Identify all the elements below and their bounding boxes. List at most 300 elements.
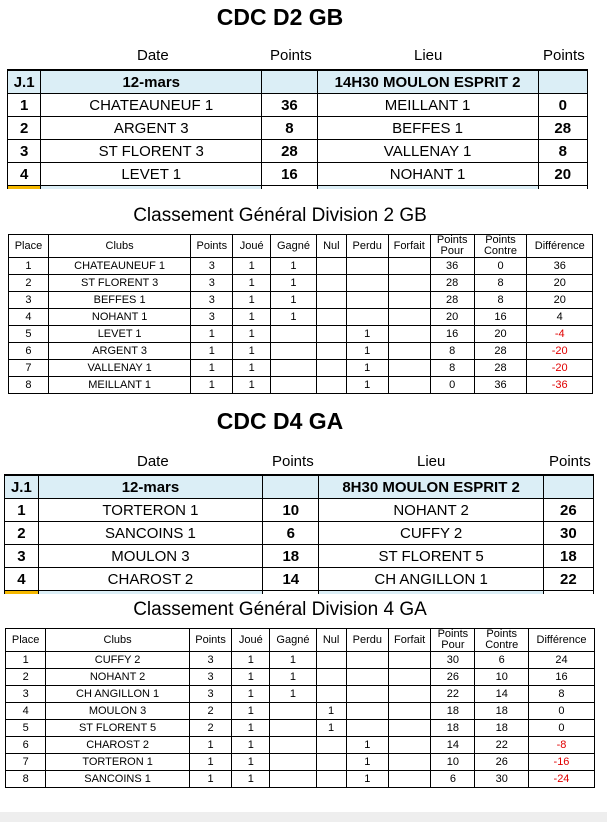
points-cell — [543, 475, 593, 499]
footer-cell — [263, 591, 319, 595]
points: 2 — [189, 703, 231, 720]
standings-row — [9, 292, 593, 309]
footer-cell — [319, 591, 543, 595]
lieu-header: Lieu — [414, 47, 443, 64]
home-points: 16 — [262, 163, 317, 186]
column-header-gagne: Gagné — [270, 629, 316, 652]
club-name: BEFFES 1 — [48, 292, 190, 309]
home-points: 18 — [263, 545, 319, 568]
footer-cell — [262, 186, 317, 190]
match-row — [5, 522, 594, 545]
place: 3 — [9, 292, 49, 309]
forfeit — [388, 652, 430, 669]
away-team: ST FLORENT 5 — [319, 545, 543, 568]
standings-row — [9, 275, 593, 292]
drawn — [316, 258, 346, 275]
place: 7 — [6, 754, 46, 771]
won: 1 — [270, 652, 316, 669]
away-team: VALLENAY 1 — [317, 140, 538, 163]
won: 1 — [271, 309, 317, 326]
lost: 1 — [346, 377, 388, 394]
classement-title-d4: Classement Général Division 4 GA — [133, 599, 427, 620]
match-number: 4 — [8, 163, 41, 186]
match-number: 4 — [5, 568, 39, 591]
played: 1 — [232, 720, 270, 737]
difference: -36 — [527, 377, 593, 394]
column-header-pour — [430, 235, 474, 258]
points: 1 — [189, 771, 231, 788]
lost: 1 — [346, 754, 388, 771]
lost: 1 — [346, 343, 388, 360]
points: 2 — [189, 720, 231, 737]
column-header-points: Points — [191, 235, 233, 258]
points-for: 36 — [430, 258, 474, 275]
standings-row — [9, 309, 593, 326]
column-header-nul: Nul — [316, 235, 346, 258]
away-points: 22 — [543, 568, 593, 591]
points-header: Points — [549, 453, 591, 470]
match-number: 3 — [5, 545, 39, 568]
drawn: 1 — [316, 703, 346, 720]
drawn: 1 — [316, 720, 346, 737]
home-points: 8 — [262, 117, 317, 140]
points: 1 — [189, 737, 231, 754]
lost: 1 — [346, 771, 388, 788]
column-header-diff: Différence — [528, 629, 594, 652]
points-for: 28 — [430, 292, 474, 309]
footer-cell — [8, 186, 41, 190]
drawn — [316, 754, 346, 771]
drawn — [316, 686, 346, 703]
played: 1 — [233, 275, 271, 292]
footer-cell — [317, 186, 538, 190]
home-points: 10 — [263, 499, 319, 522]
standings-row — [9, 377, 593, 394]
drawn — [316, 343, 346, 360]
standings-row — [6, 737, 595, 754]
points: 1 — [191, 360, 233, 377]
points: 3 — [189, 669, 231, 686]
forfeit — [388, 754, 430, 771]
date-header: Date — [137, 453, 169, 470]
played: 1 — [232, 686, 270, 703]
away-team: BEFFES 1 — [317, 117, 538, 140]
match-number: 1 — [5, 499, 39, 522]
club-name: ST FLORENT 5 — [46, 720, 190, 737]
column-header-perdu: Perdu — [346, 235, 388, 258]
column-header-place: Place — [6, 629, 46, 652]
forfeit — [388, 703, 430, 720]
played: 1 — [232, 652, 270, 669]
played: 1 — [232, 703, 270, 720]
points-against: 22 — [475, 737, 529, 754]
points: 1 — [191, 343, 233, 360]
points-cell — [263, 475, 319, 499]
points-for: 8 — [430, 343, 474, 360]
home-team: CHAROST 2 — [38, 568, 262, 591]
won: 1 — [271, 292, 317, 309]
column-header-contre — [475, 629, 529, 652]
points-against: 36 — [474, 377, 527, 394]
played: 1 — [232, 669, 270, 686]
standings-row — [9, 343, 593, 360]
standings-row — [9, 360, 593, 377]
club-name: NOHANT 1 — [48, 309, 190, 326]
away-points: 28 — [538, 117, 587, 140]
forfeit — [388, 360, 430, 377]
club-name: ST FLORENT 3 — [48, 275, 190, 292]
points-for: 0 — [430, 377, 474, 394]
points-for: 14 — [431, 737, 475, 754]
played: 1 — [233, 360, 271, 377]
won: 1 — [271, 275, 317, 292]
points-for: 10 — [431, 754, 475, 771]
place: 8 — [9, 377, 49, 394]
points: 1 — [191, 377, 233, 394]
column-header-perdu: Perdu — [346, 629, 388, 652]
away-team: CUFFY 2 — [319, 522, 543, 545]
column-header-line: Pour — [441, 639, 465, 651]
drawn — [316, 275, 346, 292]
lieu-header: Lieu — [417, 453, 446, 470]
footer-cell — [543, 591, 593, 595]
column-header-line: Points — [485, 234, 516, 246]
home-points: 36 — [262, 94, 317, 117]
place: 8 — [6, 771, 46, 788]
points: 3 — [189, 652, 231, 669]
points-for: 18 — [431, 720, 475, 737]
points-against: 18 — [475, 703, 529, 720]
column-header-diff: Différence — [527, 235, 593, 258]
home-team: CHATEAUNEUF 1 — [41, 94, 262, 117]
club-name: VALLENAY 1 — [48, 360, 190, 377]
points-against: 26 — [475, 754, 529, 771]
match-row — [5, 499, 594, 522]
points-header: Points — [272, 453, 314, 470]
column-header-contre — [474, 235, 527, 258]
forfeit — [388, 326, 430, 343]
date-header: Date — [137, 47, 169, 64]
drawn — [316, 771, 346, 788]
points-against: 0 — [474, 258, 527, 275]
home-team: TORTERON 1 — [38, 499, 262, 522]
column-header-clubs: Clubs — [48, 235, 190, 258]
won: 1 — [270, 669, 316, 686]
club-name: CHAROST 2 — [46, 737, 190, 754]
column-header-place: Place — [9, 235, 49, 258]
difference: 20 — [527, 292, 593, 309]
away-points: 26 — [543, 499, 593, 522]
points-for: 8 — [430, 360, 474, 377]
place: 5 — [9, 326, 49, 343]
match-venue: 14H30 MOULON ESPRIT 2 — [317, 70, 538, 94]
place: 6 — [6, 737, 46, 754]
standings-row — [6, 754, 595, 771]
forfeit — [388, 275, 430, 292]
difference: 0 — [528, 720, 594, 737]
section-title-d2: CDC D2 GB — [216, 4, 344, 30]
match-number: 3 — [8, 140, 41, 163]
won — [270, 771, 316, 788]
lost: 1 — [346, 326, 388, 343]
table-footer — [8, 186, 588, 190]
lost — [346, 652, 388, 669]
points-against: 8 — [474, 275, 527, 292]
points-against: 16 — [474, 309, 527, 326]
points-for: 20 — [430, 309, 474, 326]
points-against: 28 — [474, 343, 527, 360]
difference: 4 — [527, 309, 593, 326]
match-row — [8, 163, 588, 186]
journee-row — [5, 475, 594, 499]
difference: 20 — [527, 275, 593, 292]
place: 3 — [6, 686, 46, 703]
column-header-clubs: Clubs — [46, 629, 190, 652]
won — [271, 326, 317, 343]
played: 1 — [233, 377, 271, 394]
results-table-d4 — [4, 474, 594, 594]
drawn — [316, 377, 346, 394]
difference: 0 — [528, 703, 594, 720]
place: 7 — [9, 360, 49, 377]
difference: -20 — [527, 360, 593, 377]
column-header-line: Contre — [483, 245, 518, 257]
away-points: 20 — [538, 163, 587, 186]
place: 6 — [9, 343, 49, 360]
results-header-d2 — [0, 47, 607, 65]
points-cell — [262, 70, 317, 94]
forfeit — [388, 258, 430, 275]
points: 1 — [189, 754, 231, 771]
club-name: CHATEAUNEUF 1 — [48, 258, 190, 275]
results-header-d4 — [0, 453, 607, 471]
won — [271, 343, 317, 360]
standings-row — [6, 652, 595, 669]
difference: -8 — [528, 737, 594, 754]
drawn — [316, 360, 346, 377]
column-header-points: Points — [189, 629, 231, 652]
won — [270, 720, 316, 737]
match-row — [8, 117, 588, 140]
standings-header — [6, 629, 595, 652]
points-header: Points — [270, 47, 312, 64]
won — [270, 754, 316, 771]
points-for: 22 — [431, 686, 475, 703]
won — [270, 737, 316, 754]
won — [270, 703, 316, 720]
away-points: 18 — [543, 545, 593, 568]
points-against: 18 — [475, 720, 529, 737]
club-name: NOHANT 2 — [46, 669, 190, 686]
won: 1 — [270, 686, 316, 703]
standings-row — [6, 669, 595, 686]
forfeit — [388, 720, 430, 737]
place: 2 — [9, 275, 49, 292]
won — [271, 360, 317, 377]
place: 4 — [6, 703, 46, 720]
column-header-forfait: Forfait — [388, 235, 430, 258]
lost — [346, 669, 388, 686]
match-number: 1 — [8, 94, 41, 117]
played: 1 — [233, 292, 271, 309]
club-name: CH ANGILLON 1 — [46, 686, 190, 703]
standings-table-d2 — [8, 234, 593, 394]
standings-row — [9, 258, 593, 275]
section-title-d4: CDC D4 GA — [216, 408, 344, 434]
played: 1 — [233, 258, 271, 275]
played: 1 — [232, 771, 270, 788]
journee-label: J.1 — [8, 70, 41, 94]
forfeit — [388, 309, 430, 326]
column-header-joue: Joué — [232, 629, 270, 652]
drawn — [316, 652, 346, 669]
column-header-pour — [431, 629, 475, 652]
place: 1 — [9, 258, 49, 275]
club-name: LEVET 1 — [48, 326, 190, 343]
drawn — [316, 737, 346, 754]
played: 1 — [232, 754, 270, 771]
club-name: SANCOINS 1 — [46, 771, 190, 788]
club-name: TORTERON 1 — [46, 754, 190, 771]
match-date: 12-mars — [41, 70, 262, 94]
match-row — [8, 140, 588, 163]
points-against: 6 — [475, 652, 529, 669]
match-date: 12-mars — [38, 475, 262, 499]
home-points: 28 — [262, 140, 317, 163]
points-against: 8 — [474, 292, 527, 309]
points-against: 30 — [475, 771, 529, 788]
points-header: Points — [543, 47, 585, 64]
points-for: 28 — [430, 275, 474, 292]
difference: 8 — [528, 686, 594, 703]
column-header-line: Contre — [485, 639, 519, 651]
match-number: 2 — [8, 117, 41, 140]
played: 1 — [233, 326, 271, 343]
forfeit — [388, 737, 430, 754]
journee-label: J.1 — [5, 475, 39, 499]
points-for: 6 — [431, 771, 475, 788]
away-points: 30 — [543, 522, 593, 545]
lost — [346, 686, 388, 703]
points: 3 — [191, 292, 233, 309]
standings-row — [6, 771, 595, 788]
table-footer — [5, 591, 594, 595]
difference: -4 — [527, 326, 593, 343]
results-table-d2 — [7, 69, 588, 189]
drawn — [316, 292, 346, 309]
column-header-line: Points — [486, 628, 517, 640]
played: 1 — [232, 737, 270, 754]
club-name: ARGENT 3 — [48, 343, 190, 360]
away-team: NOHANT 2 — [319, 499, 543, 522]
points-for: 16 — [430, 326, 474, 343]
played: 1 — [233, 309, 271, 326]
standings-row — [9, 326, 593, 343]
home-points: 6 — [263, 522, 319, 545]
difference: -20 — [527, 343, 593, 360]
club-name: CUFFY 2 — [46, 652, 190, 669]
away-team: CH ANGILLON 1 — [319, 568, 543, 591]
lost — [346, 309, 388, 326]
home-team: SANCOINS 1 — [38, 522, 262, 545]
lost: 1 — [346, 360, 388, 377]
away-points: 8 — [538, 140, 587, 163]
column-header-line: Pour — [440, 245, 464, 257]
points-against: 10 — [475, 669, 529, 686]
place: 4 — [9, 309, 49, 326]
standings-header — [9, 235, 593, 258]
column-header-forfait: Forfait — [388, 629, 430, 652]
points-against: 20 — [474, 326, 527, 343]
lost — [346, 720, 388, 737]
footer-cell — [5, 591, 39, 595]
away-points: 0 — [538, 94, 587, 117]
footer-cell — [38, 591, 262, 595]
journee-row — [8, 70, 588, 94]
forfeit — [388, 686, 430, 703]
match-number: 2 — [5, 522, 39, 545]
drawn — [316, 669, 346, 686]
difference: -16 — [528, 754, 594, 771]
points-cell — [538, 70, 587, 94]
lost — [346, 275, 388, 292]
difference: 16 — [528, 669, 594, 686]
away-team: MEILLANT 1 — [317, 94, 538, 117]
match-row — [5, 568, 594, 591]
points-against: 28 — [474, 360, 527, 377]
forfeit — [388, 771, 430, 788]
points: 3 — [191, 258, 233, 275]
won — [271, 377, 317, 394]
home-team: MOULON 3 — [38, 545, 262, 568]
points: 3 — [191, 275, 233, 292]
standings-row — [6, 686, 595, 703]
place: 2 — [6, 669, 46, 686]
drawn — [316, 309, 346, 326]
points-for: 30 — [431, 652, 475, 669]
forfeit — [388, 292, 430, 309]
match-venue: 8H30 MOULON ESPRIT 2 — [319, 475, 543, 499]
won: 1 — [271, 258, 317, 275]
classement-title-d2: Classement Général Division 2 GB — [133, 205, 427, 226]
home-team: LEVET 1 — [41, 163, 262, 186]
difference: 36 — [527, 258, 593, 275]
points: 3 — [189, 686, 231, 703]
points: 1 — [191, 326, 233, 343]
points-for: 26 — [431, 669, 475, 686]
column-header-joue: Joué — [233, 235, 271, 258]
bottom-strip — [0, 812, 607, 822]
club-name: MOULON 3 — [46, 703, 190, 720]
drawn — [316, 326, 346, 343]
column-header-nul: Nul — [316, 629, 346, 652]
column-header-line: Points — [436, 234, 468, 246]
forfeit — [388, 343, 430, 360]
difference: -24 — [528, 771, 594, 788]
played: 1 — [233, 343, 271, 360]
place: 1 — [6, 652, 46, 669]
lost: 1 — [346, 737, 388, 754]
points: 3 — [191, 309, 233, 326]
points-for: 18 — [431, 703, 475, 720]
forfeit — [388, 669, 430, 686]
footer-cell — [538, 186, 587, 190]
lost — [346, 703, 388, 720]
match-row — [5, 545, 594, 568]
lost — [346, 292, 388, 309]
difference: 24 — [528, 652, 594, 669]
home-team: ARGENT 3 — [41, 117, 262, 140]
